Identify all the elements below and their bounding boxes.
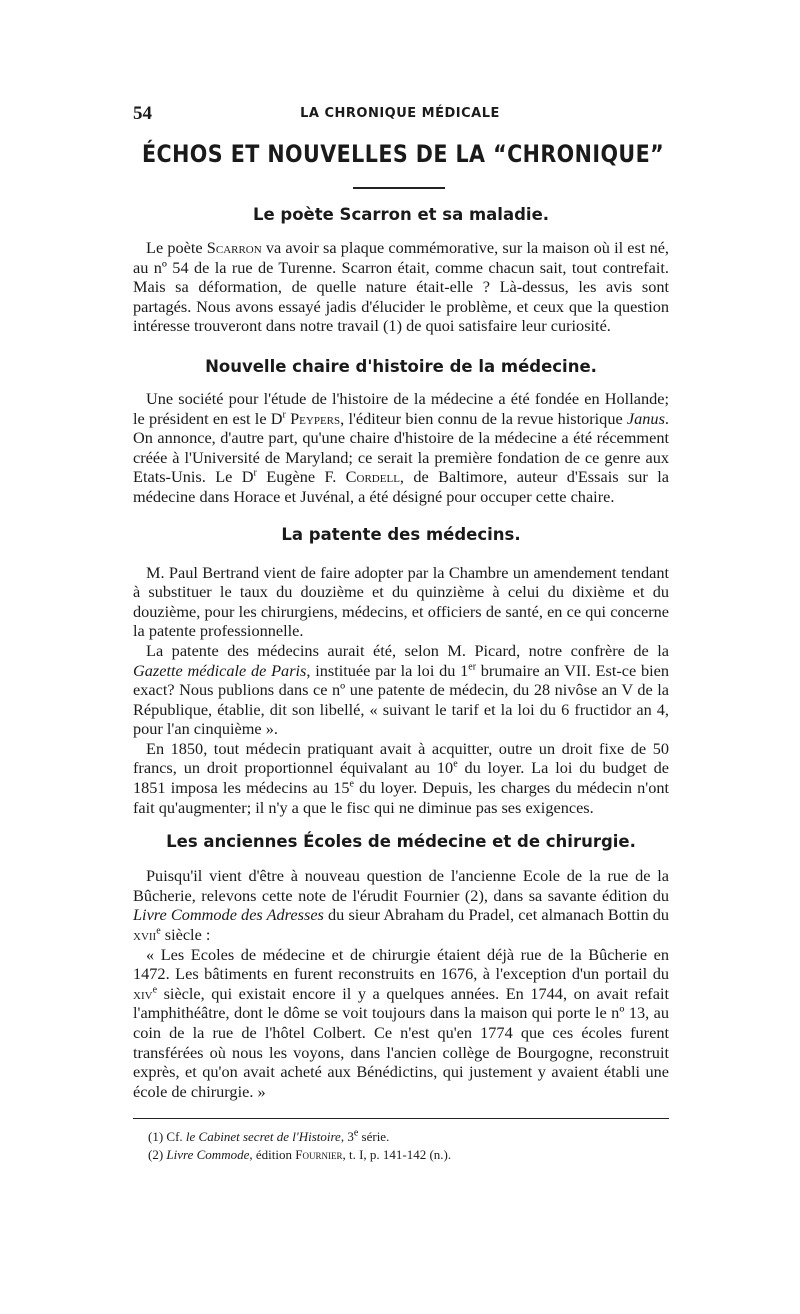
superscript: e: [349, 778, 354, 790]
section-heading-patente: La patente des médecins.: [281, 524, 521, 544]
century-numeral: xiv: [133, 983, 153, 1003]
journal-name: LA CHRONIQUE MÉDICALE: [300, 106, 500, 121]
text-run: du loyer. La loi du budget de 1851 imposa les médecins au 15: [133, 758, 669, 798]
paragraph: [133, 866, 669, 944]
paragraph: [133, 641, 669, 739]
text-run: , t. I, p. 141-142 (n.).: [342, 1147, 452, 1162]
text-run: Eugène F.: [256, 467, 346, 487]
section-scarron: [133, 238, 669, 336]
author-name: Fournier: [295, 1147, 343, 1162]
text-run: , l'éditeur bien connu de la revue historique: [340, 408, 627, 428]
century-numeral: xvii: [133, 925, 157, 945]
paragraph: M. Paul Bertrand vient de faire adopter par la Chambre un amendement tendant à substituer le taux du douzième et du quinzième à celui du dixième et du douzième, pour les chirurgiens, médecins, et officiers de santé, en ce qui concerne la patente professionnelle.: [133, 562, 669, 641]
book-title: Livre Commode: [166, 1147, 250, 1162]
book-title: Livre Commode des Adresses: [133, 905, 324, 925]
superscript: e: [353, 1127, 359, 1139]
footnote-divider: [133, 1118, 669, 1119]
text-run: siècle :: [160, 925, 211, 945]
text-run: La patente des médecins aurait été, selon M. Picard, notre confrère de la: [146, 640, 669, 660]
text-run: , instituée par la loi du 1: [306, 660, 469, 680]
paragraph: [133, 739, 669, 817]
text-run: . On annonce, d'autre part, qu'une chaire d'histoire de la médecine a été récemment créée à l'Université de Maryland; ce serait la première fondation de ce genre aux Etats-Unis. Le D: [133, 408, 669, 487]
article-body: [133, 204, 669, 1101]
author-name: Scarron: [206, 238, 262, 257]
journal-title: Janus: [626, 408, 665, 428]
person-name: Cordell: [345, 467, 400, 487]
text-run: Le poète: [146, 238, 207, 257]
text-run: du loyer. Depuis, les charges du médecin n'ont fait qu'augmenter; il n'y a que le fisc qui ne diminue pas ses exigences.: [133, 778, 669, 817]
superscript: e: [156, 925, 161, 937]
text-run: du sieur Abraham du Pradel, cet almanach Bottin du: [323, 905, 670, 925]
footnote: [148, 1146, 648, 1164]
text-run: , édition: [249, 1147, 296, 1162]
text-run: siècle, qui existait encore il y a quelques années. En 1744, on avait refait l'amphithéâtre, dont le dôme se voit toujours dans la maison qui porte le nº 13, au coin de la rue de l'hôtel Colbert. Ce n'est qu'en 1774 que ces écoles furent transférées où nous les voyons, dans l'ancien collège de Bourgogne, reconstruit exprès, et qu'on avait acheté aux Bénédictins, qui justement y avaient établi une école de chirurgie. »: [133, 983, 669, 1101]
text-run: série.: [358, 1129, 390, 1144]
running-head: [133, 103, 667, 125]
superscript: e: [453, 759, 458, 771]
section-heading-scarron: Le poète Scarron et sa maladie.: [252, 205, 550, 224]
superscript: r: [282, 409, 286, 421]
footnote: [148, 1128, 648, 1146]
footnotes: [148, 1128, 648, 1164]
text-run: (2): [148, 1147, 167, 1162]
paragraph: [133, 389, 669, 507]
section-heading-ecoles: Les anciennes Écoles de médecine et de chirurgie.: [166, 832, 636, 852]
person-name: Peypers: [290, 408, 341, 428]
section-chaire: [133, 389, 669, 507]
paragraph: [133, 238, 669, 336]
text-run: , 3: [340, 1129, 354, 1144]
superscript: er: [468, 661, 477, 673]
quoted-paragraph: [133, 945, 669, 1102]
title-divider: [353, 187, 445, 189]
text-run: brumaire an VII. Est-ce bien exact? Nous publions dans ce nº une patente de médecin, du 28 nivôse an V de la République, établie, dit son libellé, « suivant le tarif et la loi du 6 fructidor an 4, pour l'an cinquième ».: [133, 660, 670, 739]
journal-title: Gazette médicale de Paris: [133, 660, 307, 680]
book-title: le Cabinet secret de l'Histoire: [185, 1129, 341, 1144]
superscript: r: [253, 467, 257, 479]
text-run: va avoir sa plaque commémorative, sur la maison où il est né, au nº 54 de la rue de Turenne. Scarron était, comme chacun sait, tout contrefait. Mais sa déformation, de quelle nature était-elle ? Là-dessus, les avis sont partagés. Nous avons essayé jadis d'élucider le problème, et ceux que la question intéresse trouveront dans notre travail (1) de quoi satisfaire leur curiosité.: [133, 238, 670, 336]
section-patente: [133, 563, 669, 818]
text-run: , de Baltimore, auteur d'Essais sur la médecine dans Horace et Juvénal, a été désigné pour occuper cette chaire.: [133, 467, 669, 506]
text-run: (1) Cf.: [148, 1129, 186, 1144]
text-run: Une société pour l'étude de l'histoire de la médecine a été fondée en Hollande; le président en est le D: [133, 388, 669, 428]
text-run: « Les Ecoles de médecine et de chirurgie étaient déjà rue de la Bûcherie en 1472. Les bâtiments en furent reconstruits en 1676, à l'exception d'un portail du: [133, 944, 669, 984]
page-number: 54: [133, 103, 152, 124]
section-heading-chaire: Nouvelle chaire d'histoire de la médecine.: [205, 356, 597, 376]
superscript: e: [152, 984, 158, 996]
text-run: Puisqu'il vient d'être à nouveau question de l'ancienne Ecole de la rue de la Bûcherie, relevons cette note de l'érudit Fournier (2), dans sa savante édition du: [133, 866, 669, 905]
page-title: ÉCHOS ET NOUVELLES DE LA “CHRONIQUE”: [142, 140, 665, 168]
text-run: En 1850, tout médecin pratiquant avait à acquitter, outre un droit fixe de 50 francs, un droit proportionnel équivalant au 10: [133, 738, 669, 778]
section-ecoles: [133, 866, 669, 1101]
